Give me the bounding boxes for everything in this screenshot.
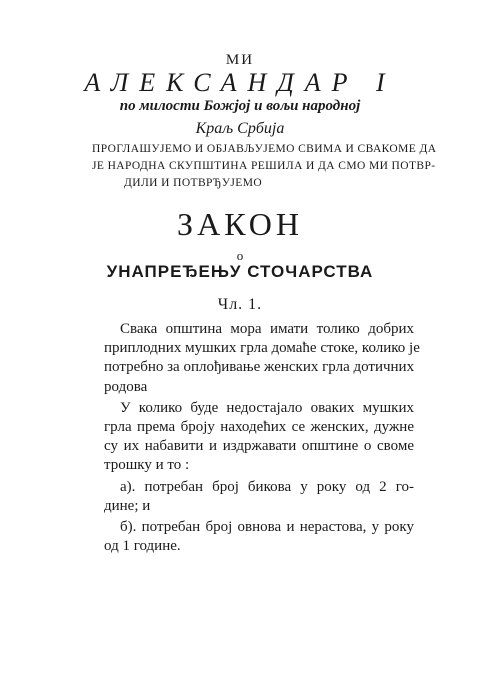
law-title: УНАПРЕЂЕЊУ СТОЧАРСТВА bbox=[106, 262, 374, 281]
header-we: МИ bbox=[225, 52, 255, 68]
proclamation-line: ДИЛИ И ПОТВРЂУЈЕМО bbox=[124, 177, 263, 189]
paragraph-line: родова bbox=[104, 378, 148, 395]
paragraph-line: су их набавити и издржавати општине о своме bbox=[104, 438, 414, 455]
paragraph-line: Свака општина мора имати толико добрих bbox=[120, 321, 414, 337]
king-name: АЛЕКСАНДАР I bbox=[84, 68, 396, 97]
paragraph-line: трошку и то : bbox=[104, 457, 190, 474]
law-about: о bbox=[236, 248, 244, 263]
paragraph-line: У колико буде недостајало оваких мушких bbox=[120, 399, 414, 416]
proclamation-line: ЈЕ НАРОДНА СКУПШТИНА РЕШИЛА И ДА СМО МИ ПОТВР- bbox=[92, 160, 436, 172]
paragraph-line: грла према броју находећих се женских, дужне bbox=[104, 419, 414, 436]
by-grace-line: по милости Божјој и вољи народној bbox=[119, 98, 361, 114]
paragraph-line: приплодних мушких грла домаће стоке, колико је bbox=[104, 340, 420, 357]
list-item-b-cont: од 1 године. bbox=[104, 538, 181, 555]
list-item-a-cont: дине; и bbox=[104, 497, 151, 514]
king-of-line: Краљ Србија bbox=[195, 120, 285, 137]
list-item-b: б). потребан број овнова и нерастова, у року bbox=[120, 519, 414, 536]
proclamation-line: ПРОГЛАШУЈЕМО И ОБЈАВЉУЈЕМО СВИМА И СВАКОМЕ ДА bbox=[92, 143, 437, 155]
article-body bbox=[104, 320, 420, 556]
law-heading: ЗАКОН bbox=[177, 206, 303, 242]
paragraph-line: потребно за оплођивање женских грла дотичних bbox=[104, 359, 415, 376]
proclamation bbox=[92, 141, 437, 192]
list-item-a: а). потребан број бикова у року од 2 го- bbox=[120, 478, 414, 495]
article-label: Чл. 1. bbox=[217, 296, 263, 313]
